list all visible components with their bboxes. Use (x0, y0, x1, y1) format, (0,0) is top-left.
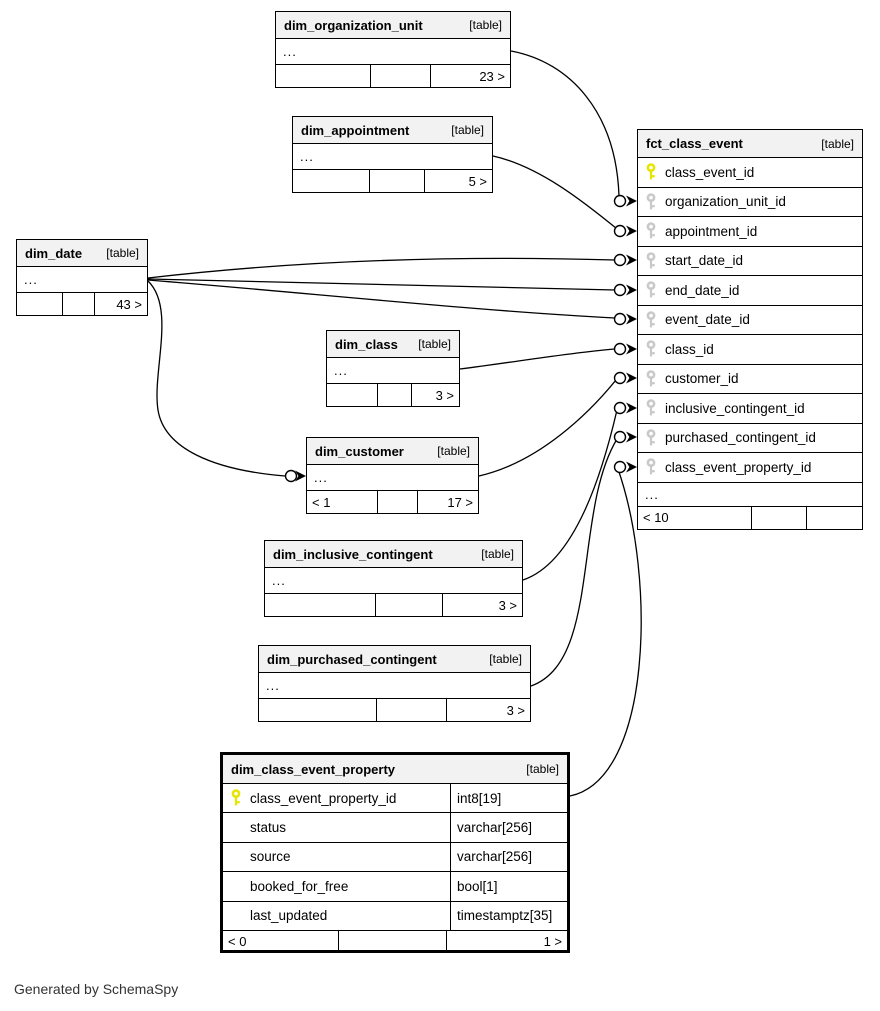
foreign-key-icon (645, 311, 657, 329)
table-dim-date[interactable] (16, 239, 148, 316)
generated-by-note: Generated by SchemaSpy (14, 981, 179, 997)
connector-class-id (615, 344, 638, 355)
column-row (638, 158, 862, 188)
edge-purchased-contingent (531, 439, 617, 686)
table-stats-row (293, 170, 492, 192)
stat-parents-count: < 10 (638, 507, 752, 530)
column-name: source (250, 849, 291, 865)
edge-date-end (148, 279, 615, 290)
columns-ellipsis-row: ... (17, 267, 147, 293)
table-type-tag: [table] (106, 246, 139, 260)
stat-cell (293, 170, 370, 192)
stat-cell (259, 699, 377, 721)
table-name: fct_class_event (646, 136, 743, 151)
table-type-tag: [table] (489, 652, 522, 666)
table-dim-class-event-property[interactable] (220, 752, 570, 953)
connector-purchased-contingent-id (615, 432, 638, 443)
stat-cell (377, 699, 447, 721)
stat-cell (376, 594, 443, 616)
table-type-tag: [table] (437, 444, 470, 458)
column-row (223, 902, 567, 931)
connector-end-date-id (615, 285, 638, 296)
column-name-cell (223, 872, 451, 900)
column-name: class_event_id (665, 164, 755, 180)
table-type-tag: [table] (481, 547, 514, 561)
column-name: class_event_property_id (250, 790, 397, 806)
table-stats-row (259, 699, 530, 721)
table-stats-row (17, 293, 147, 315)
columns-ellipsis-row: ... (307, 465, 478, 491)
columns-ellipsis-row: ... (259, 673, 530, 699)
column-name: booked_for_free (250, 878, 349, 894)
column-type: varchar[256] (457, 849, 533, 865)
columns-ellipsis-row: ... (265, 568, 522, 594)
column-row (223, 843, 567, 872)
table-stats-row (276, 65, 510, 87)
column-name: event_date_id (665, 312, 750, 328)
column-name: status (250, 820, 287, 836)
column-type: bool[1] (457, 878, 498, 894)
foreign-key-icon (645, 429, 657, 447)
table-stats-row (327, 384, 459, 406)
connector-organization-unit-id (615, 196, 638, 207)
stat-cell (265, 594, 376, 616)
table-header (276, 12, 510, 39)
stat-parents-count: < 0 (223, 931, 339, 952)
foreign-key-icon (645, 370, 657, 388)
column-name-cell (223, 843, 451, 871)
table-dim-appointment[interactable] (292, 116, 493, 193)
edge-appointment (493, 156, 616, 228)
connector-appointment-id (615, 226, 638, 237)
table-fct-class-event[interactable] (637, 129, 863, 530)
foreign-key-icon (645, 193, 657, 211)
columns-ellipsis-row: ... (327, 358, 459, 384)
column-row (638, 247, 862, 277)
table-name: dim_date (25, 245, 83, 261)
column-row (638, 365, 862, 395)
column-type: int8[19] (457, 790, 502, 806)
column-row (638, 276, 862, 306)
column-name: end_date_id (665, 282, 740, 298)
column-name: last_updated (250, 908, 328, 924)
connector-class-event-property-id (615, 462, 638, 473)
edge-date-start (148, 258, 615, 278)
column-row (638, 306, 862, 336)
stat-children-count: 17 > (447, 494, 474, 510)
foreign-key-icon (645, 281, 657, 299)
connector-dim-customer (286, 471, 307, 482)
column-name-cell (223, 902, 451, 930)
edge-inclusive-contingent (523, 410, 617, 580)
foreign-key-icon (645, 252, 657, 270)
stat-children-count: 3 > (498, 597, 517, 613)
column-row (638, 424, 862, 454)
columns-ellipsis-row: ... (293, 144, 492, 170)
stat-parents-count: < 1 (307, 491, 378, 513)
table-stats-row (638, 507, 862, 530)
table-header (327, 331, 459, 358)
table-name: dim_purchased_contingent (267, 651, 437, 667)
table-header (223, 755, 567, 784)
stat-cell (807, 507, 862, 530)
primary-key-icon (645, 163, 657, 181)
column-row (223, 813, 567, 842)
table-dim-organization-unit[interactable] (275, 11, 511, 88)
table-type-tag: [table] (526, 762, 559, 776)
table-header (265, 541, 522, 568)
stat-children-count: 23 > (479, 68, 505, 84)
column-name: appointment_id (665, 223, 758, 239)
foreign-key-icon (645, 340, 657, 358)
stat-children-count: 3 > (435, 387, 454, 403)
table-stats-row (265, 594, 522, 616)
stat-cell (17, 293, 63, 315)
column-name-cell (223, 784, 451, 812)
column-name-cell (223, 813, 451, 841)
column-type: varchar[256] (457, 820, 533, 836)
stat-cell (327, 384, 378, 406)
columns-ellipsis-row: ... (638, 483, 862, 507)
stat-children-count: 1 > (543, 933, 562, 949)
edge-customer (479, 380, 616, 476)
primary-key-icon (230, 789, 242, 807)
column-row (638, 335, 862, 365)
column-name: customer_id (665, 371, 739, 387)
table-stats-row (307, 491, 478, 513)
stat-cell (378, 491, 418, 513)
edge-date-customer (148, 281, 285, 476)
column-name: organization_unit_id (665, 194, 786, 210)
table-dim-purchased-contingent[interactable] (258, 645, 531, 722)
connector-start-date-id (615, 255, 638, 266)
stat-cell (371, 65, 431, 87)
table-header (259, 646, 530, 673)
table-name: dim_class_event_property (231, 761, 396, 777)
table-header (638, 130, 862, 158)
column-row (223, 784, 567, 813)
column-name: inclusive_contingent_id (665, 400, 805, 416)
table-name: dim_class (335, 336, 398, 352)
stat-cell (378, 384, 412, 406)
edge-class-event-property (570, 469, 641, 796)
stat-children-count: 3 > (506, 702, 526, 718)
stat-cell (752, 507, 808, 530)
columns-ellipsis-row: ... (276, 39, 510, 65)
stat-children-count: 5 > (468, 173, 487, 189)
table-header (307, 438, 478, 465)
table-header (17, 240, 147, 267)
column-row (638, 188, 862, 218)
column-name: class_event_property_id (665, 459, 812, 475)
edge-date-event (148, 280, 615, 318)
table-header (293, 117, 492, 144)
table-name: dim_appointment (301, 122, 410, 138)
stat-cell (63, 293, 95, 315)
stat-cell (339, 931, 447, 952)
table-name: dim_organization_unit (284, 17, 423, 33)
column-name: class_id (665, 341, 714, 357)
table-name: dim_customer (315, 443, 404, 459)
column-type: timestamptz[35] (457, 908, 553, 924)
stat-cell (276, 65, 371, 87)
table-name: dim_inclusive_contingent (273, 546, 433, 562)
table-dim-inclusive-contingent[interactable] (264, 540, 523, 617)
stat-children-count: 43 > (116, 296, 142, 312)
edge-class (460, 349, 615, 369)
table-dim-customer[interactable] (306, 437, 479, 514)
edge-organization-unit (511, 51, 619, 196)
foreign-key-icon (645, 222, 657, 240)
column-row (223, 872, 567, 901)
table-dim-class[interactable] (326, 330, 460, 407)
connector-customer-id (615, 373, 638, 384)
table-type-tag: [table] (418, 337, 451, 351)
table-type-tag: [table] (821, 136, 854, 151)
connector-inclusive-contingent-id (615, 403, 638, 414)
column-name: purchased_contingent_id (665, 430, 816, 446)
table-stats-row (223, 931, 567, 952)
column-name: start_date_id (665, 253, 744, 269)
foreign-key-icon (645, 399, 657, 417)
column-row (638, 453, 862, 483)
connector-event-date-id (615, 314, 638, 325)
stat-cell (370, 170, 424, 192)
column-row (638, 394, 862, 424)
table-type-tag: [table] (469, 18, 502, 32)
foreign-key-icon (645, 458, 657, 476)
column-row (638, 217, 862, 247)
table-type-tag: [table] (451, 123, 484, 137)
